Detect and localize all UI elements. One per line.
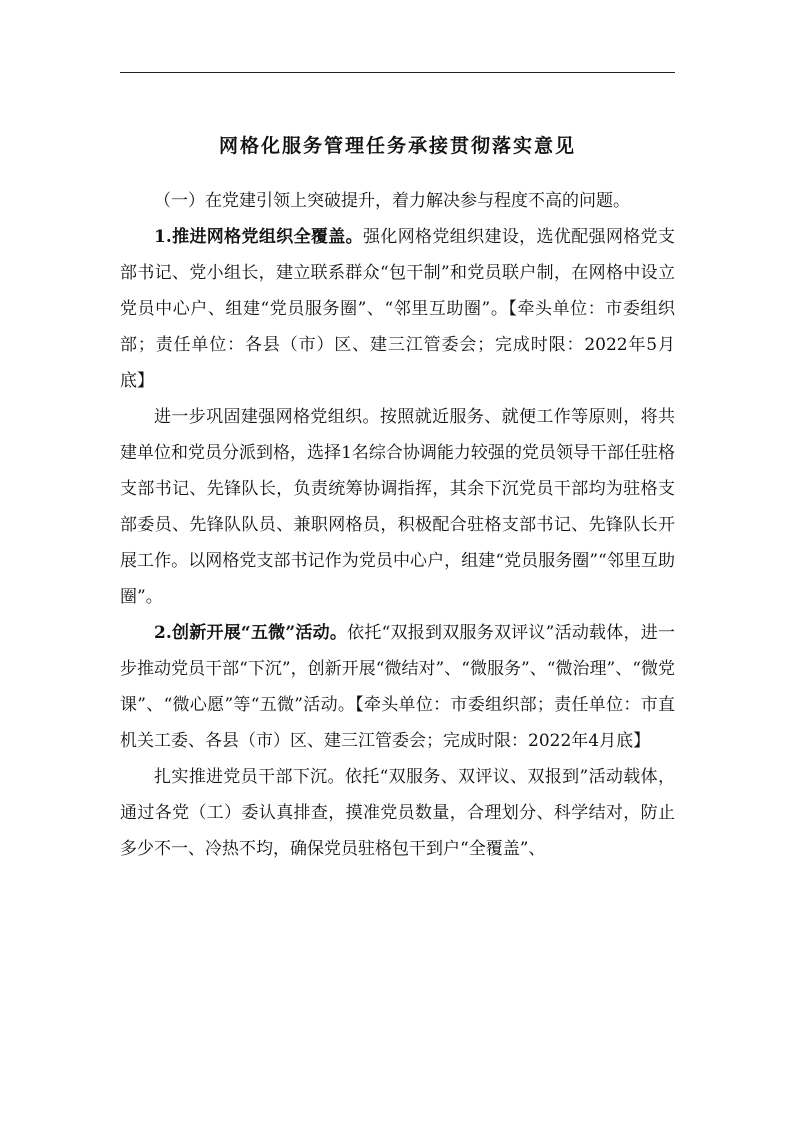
item-1-text: 强化网格党组织建设，选优配强网格党支部书记、党小组长，建立联系群众“包干制”和党员联户制，在网格中设立党员中心户、组建“党员服务圈”、“邻里互助圈”。【牵头单位：市委组织部；责任单位：各县（市）区、建三江管委会；完成时限：2022年5月底】	[120, 227, 676, 391]
item-1-detail: 进一步巩固建强网格党组织。按照就近服务、就便工作等原则，将共建单位和党员分派到格，选择1名综合协调能力较强的党员领导干部任驻格支部书记、先锋队长，负责统筹协调指挥，其余下沉党员干部均为驻格支部委员、先锋队队员、兼职网格员，积极配合驻格支部书记、先锋队长开展工作。以网格党支部书记作为党员中心户，组建“党员服务圈”“邻里互助圈”。	[120, 407, 675, 607]
section-heading: （一）在党建引领上突破提升，着力解决参与程度不高的问题。	[154, 191, 630, 211]
item-2-text: 依托“双报到双服务双评议”活动载体，进一步推动党员干部“下沉”，创新开展“微结对”、“微服务”、“微治理”、“微党课”、“微心愿”等“五微”活动。【牵头单位：市委组织部；责任单位：市直机关工委、各县（市）区、建三江管委会；完成时限：2022年4月底】	[120, 623, 675, 751]
item-2-paragraph	[120, 615, 675, 759]
item-1-lead: 1.推进网格党组织全覆盖。	[154, 227, 363, 247]
header-rule	[120, 72, 675, 73]
document-title: 网格化服务管理任务承接贯彻落实意见	[218, 135, 576, 157]
item-1-paragraph	[120, 219, 675, 399]
item-2-lead: 2.创新开展“五微”活动。	[154, 623, 348, 643]
document-body	[120, 183, 675, 867]
item-2-detail: 扎实推进党员干部下沉。依托“双服务、双评议、双报到”活动载体，通过各党（工）委认真排查，摸准党员数量，合理划分、科学结对，防止多少不一、冷热不均，确保党员驻格包干到户“全覆盖”、	[120, 767, 675, 859]
